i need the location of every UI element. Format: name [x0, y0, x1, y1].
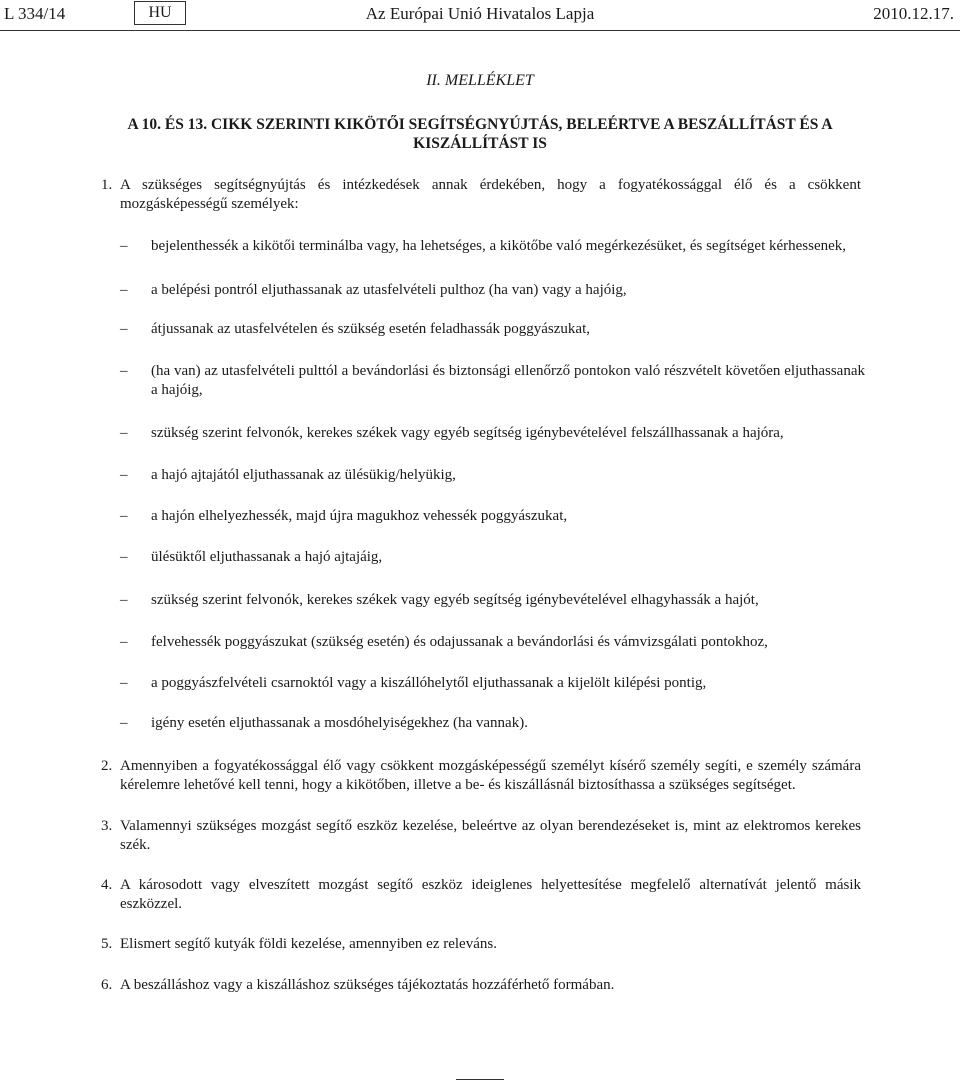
numbered-item — [101, 935, 861, 954]
dash-marker: – — [120, 282, 128, 298]
sub-item-text: a hajó ajtajától eljuthassanak az ülésükig/helyükig, — [151, 467, 456, 483]
sub-item-text: a hajón elhelyezhessék, majd újra magukhoz vehessék poggyászukat, — [151, 508, 568, 524]
dash-marker: – — [120, 634, 128, 650]
sub-item-text: bejelenthessék a kikötői terminálba vagy, ha lehetséges, a kikötőbe való megérkezésüket, és segítséget kérhessenek, — [151, 238, 847, 254]
numbered-item — [101, 876, 861, 914]
journal-title: Az Európai Unió Hivatalos Lapja — [365, 4, 595, 23]
sub-item-text: szükség szerint felvonók, kerekes székek vagy egyéb segítség igénybevételével felszállhassanak a hajóra, — [151, 425, 784, 441]
sub-item — [120, 507, 865, 526]
sub-item — [120, 591, 865, 610]
sub-item-text: a belépési pontról eljuthassanak az utasfelvételi pulthoz (ha van) vagy a hajóig, — [151, 282, 627, 298]
numbered-item — [101, 976, 861, 995]
dash-marker: – — [120, 238, 128, 254]
sub-item-text: felvehessék poggyászukat (szükség esetén) és odajussanak a bevándorlási és vámvizsgálati pontokhoz, — [151, 634, 768, 650]
item-text: Elismert segítő kutyák földi kezelése, amennyiben ez releváns. — [120, 936, 497, 952]
dash-marker: – — [120, 467, 128, 483]
dash-marker: – — [120, 508, 128, 524]
sub-item-text: ülésüktől eljuthassanak a hajó ajtajáig, — [151, 549, 383, 565]
item-number: 2. — [101, 758, 113, 774]
numbered-item — [101, 757, 861, 795]
annex-label: II. MELLÉKLET — [426, 72, 534, 89]
dash-marker: – — [120, 675, 128, 691]
item-text: Amennyiben a fogyatékossággal élő vagy csökkent mozgásképességű személyt kísérő személy segíti, e személy számára kérelemre lehetővé kell tenni, hogy a kikötőben, illetve a be- és kiszállásnál biztosíthassa a szükséges segítséget. — [120, 758, 861, 793]
item-number: 6. — [101, 977, 113, 993]
dash-marker: – — [120, 425, 128, 441]
document-title: A 10. ÉS 13. CIKK SZERINTI KIKÖTŐI SEGÍTSÉGNYÚJTÁS, BELEÉRTVE A BESZÁLLÍTÁST ÉS A KISZÁLLÍTÁST IS — [127, 116, 833, 152]
journal-header — [0, 0, 960, 31]
sub-item — [120, 424, 865, 443]
language-badge: HU — [134, 1, 186, 25]
sub-item — [120, 237, 865, 256]
sub-item — [120, 548, 865, 567]
numbered-item — [101, 817, 861, 855]
dash-marker: – — [120, 592, 128, 608]
sub-item-text: szükség szerint felvonók, kerekes székek vagy egyéb segítség igénybevételével elhagyhassák a hajót, — [151, 592, 759, 608]
page-reference: L 334/14 — [4, 4, 66, 23]
sub-item-text: átjussanak az utasfelvételen és szükség esetén feladhassák poggyászukat, — [151, 321, 590, 337]
sub-item-text: (ha van) az utasfelvételi pulttól a bevándorlási és biztonsági ellenőrző pontokon való részvételt követően eljuthassanak a hajóig, — [151, 363, 865, 398]
item-text: A károsodott vagy elveszített mozgást segítő eszköz ideiglenes helyettesítése megfelelő alternatívát jelentő másik eszközzel. — [120, 877, 861, 912]
item-text: A szükséges segítségnyújtás és intézkedések annak érdekében, hogy a fogyatékossággal élő és a csökkent mozgásképességű személyek: — [120, 177, 861, 212]
footer-rule — [456, 1079, 504, 1080]
item-text: A beszálláshoz vagy a kiszálláshoz szükséges tájékoztatás hozzáférhető formában. — [120, 977, 615, 993]
dash-marker: – — [120, 549, 128, 565]
sub-item — [120, 362, 865, 400]
sub-item — [120, 674, 865, 693]
item-number: 1. — [101, 177, 113, 193]
sub-item — [120, 633, 865, 652]
dash-marker: – — [120, 715, 128, 731]
sub-item — [120, 320, 865, 339]
item-text: Valamennyi szükséges mozgást segítő eszköz kezelése, beleértve az olyan berendezéseket is, mint az elektromos kerekes szék. — [120, 818, 861, 853]
sub-item — [120, 714, 865, 733]
dash-marker: – — [120, 321, 128, 337]
item-number: 4. — [101, 877, 113, 893]
sub-item — [120, 466, 865, 485]
sub-item-text: a poggyászfelvételi csarnoktól vagy a kiszállóhelytől eljuthassanak a kijelölt kilépési pontig, — [151, 675, 707, 691]
item-number: 5. — [101, 936, 113, 952]
dash-marker: – — [120, 363, 128, 379]
numbered-item — [101, 176, 861, 214]
sub-item-text: igény esetén eljuthassanak a mosdóhelyiségekhez (ha vannak). — [151, 715, 528, 731]
sub-item — [120, 281, 865, 300]
item-number: 3. — [101, 818, 113, 834]
publication-date: 2010.12.17. — [873, 4, 954, 23]
